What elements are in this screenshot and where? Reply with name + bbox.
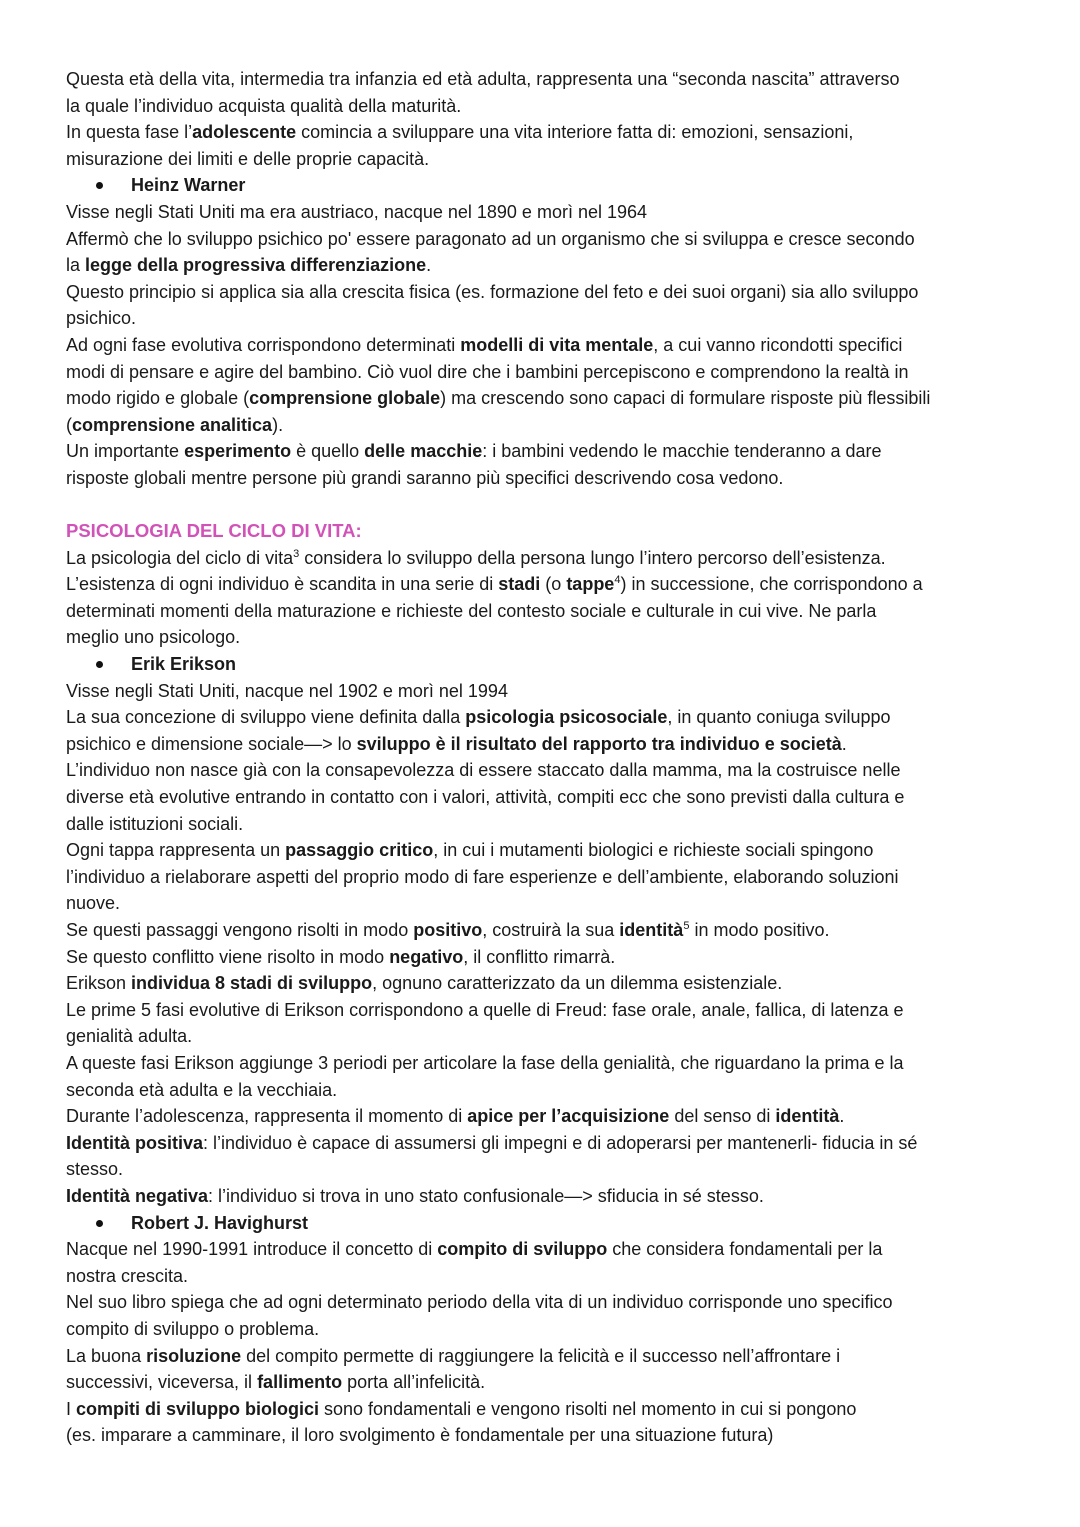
paragraph-line: L’esistenza di ogni individuo è scandita in una serie di stadi (o tappe$^4$) in successione, che corrispondono a [66,574,923,595]
section-heading: PSICOLOGIA DEL CICLO DI VITA: [66,520,362,542]
paragraph-line: successivi, viceversa, il fallimento porta all’infelicità. [66,1372,486,1393]
person-name: Erik Erikson [131,654,237,675]
footnote-ref: 4 [614,574,621,587]
paragraph-line: La buona risoluzione del compito permette di raggiungere la felicità e il successo nell’affrontare i [66,1345,841,1366]
bullet-icon [96,182,103,189]
person-name: Robert J. Havighurst [131,1212,309,1233]
paragraph-line: la legge della progressiva differenziazione. [66,255,432,276]
bullet-erik-erikson [66,651,1026,678]
paragraph-line: diverse età evolutive entrando in contatto con i valori, attività, compiti ecc che sono previsti dalla cultura e [66,787,905,808]
paragraph-line: modo rigido e globale (comprensione globale) ma crescendo sono capaci di formulare risposte più flessibili [66,388,931,409]
paragraph-line: Ogni tappa rappresenta un passaggio critico, in cui i mutamenti biologici e richieste sociali spingono [66,840,874,861]
paragraph-line: Visse negli Stati Uniti, nacque nel 1902 e morì nel 1994 [66,680,508,701]
paragraph-line: stesso. [66,1159,124,1180]
paragraph-line: I compiti di sviluppo biologici sono fondamentali e vengono risolti nel momento in cui si pongono [66,1398,857,1419]
paragraph-line: nostra crescita. [66,1265,189,1286]
paragraph-line: A queste fasi Erikson aggiunge 3 periodi per articolare la fase della genialità, che riguardano la prima e la [66,1052,904,1073]
paragraph-line: genialità adulta. [66,1026,193,1047]
spacer [66,492,1026,519]
paragraph-line: compito di sviluppo o problema. [66,1318,320,1339]
paragraph-line: La sua concezione di sviluppo viene definita dalla psicologia psicosociale, in quanto coniuga sviluppo [66,707,891,728]
paragraph-line: Identità positiva: l’individuo è capace di assumersi gli impegni e di adoperarsi per mantenerli- fiducia in sé [66,1132,918,1153]
paragraph-line: (es. imparare a camminare, il loro svolgimento è fondamentale per una situazione futura) [66,1425,774,1446]
paragraph-line: meglio uno psicologo. [66,627,241,648]
paragraph-line: Questa età della vita, intermedia tra infanzia ed età adulta, rappresenta una “seconda nascita” attraverso [66,69,900,89]
document-page [66,66,1026,1449]
paragraph-line: La psicologia del ciclo di vita$^3$ considera lo sviluppo della persona lungo l’intero percorso dell’esistenza. [66,547,886,568]
paragraph-line: determinati momenti della maturazione e richieste del contesto sociale e culturale in cui vive. Ne parla [66,600,877,621]
paragraph-line: la quale l’individuo acquista qualità della maturità. [66,95,462,116]
paragraph-line: misurazione dei limiti e delle proprie capacità. [66,148,430,169]
paragraph-line: Erikson individua 8 stadi di sviluppo, ognuno caratterizzato da un dilemma esistenziale. [66,973,783,994]
paragraph-line: Questo principio si applica sia alla crescita fisica (es. formazione del feto e dei suoi organi) sia allo sviluppo [66,281,919,302]
paragraph-line: Le prime 5 fasi evolutive di Erikson corrispondono a quelle di Freud: fase orale, anale, fallica, di latenza e [66,999,904,1020]
paragraph-line: Se questi passaggi vengono risolti in modo positivo, costruirà la sua identità$^5$ in modo positivo. [66,920,830,940]
paragraph-line: Nacque nel 1990-1991 introduce il concetto di compito di sviluppo che considera fondamentali per la [66,1239,883,1260]
paragraph-line: Un importante esperimento è quello delle macchie: i bambini vedendo le macchie tenderanno a dare [66,441,882,462]
paragraph-line: psichico. [66,308,137,329]
paragraph-line: L’individuo non nasce già con la consapevolezza di essere staccato dalla mamma, ma la costruisce nelle [66,760,901,781]
paragraph-line: Affermò che lo sviluppo psichico po' essere paragonato ad un organismo che si sviluppa e cresce secondo [66,228,915,249]
paragraph-line: l’individuo a rielaborare aspetti del proprio modo di fare esperienze e dell’ambiente, elaborando soluzioni [66,866,899,887]
paragraph-line: dalle istituzioni sociali. [66,813,244,834]
paragraph-line: risposte globali mentre persone più grandi saranno più specifici descrivendo cosa vedono. [66,467,784,488]
paragraph-line: psichico e dimensione sociale—> lo sviluppo è il risultato del rapporto tra individuo e società. [66,733,847,754]
paragraph-line: In questa fase l’adolescente comincia a sviluppare una vita interiore fatta di: emozioni, sensazioni, [66,122,854,143]
paragraph-line: Identità negativa: l’individuo si trova in uno stato confusionale—> sfiducia in sé stesso. [66,1185,764,1206]
paragraph-line: (comprensione analitica). [66,414,284,435]
paragraph-line: Durante l’adolescenza, rappresenta il momento di apice per l’acquisizione del senso di identità. [66,1106,845,1127]
paragraph-line: Visse negli Stati Uniti ma era austriaco, nacque nel 1890 e morì nel 1964 [66,201,648,222]
bullet-heinz-warner [66,172,1026,199]
paragraph-line: nuove. [66,893,121,914]
paragraph-line: seconda età adulta e la vecchiaia. [66,1079,338,1100]
paragraph-line: Ad ogni fase evolutiva corrispondono determinati modelli di vita mentale, a cui vanno ricondotti specifici [66,334,903,355]
bullet-icon [96,1220,103,1227]
paragraph-line: Nel suo libro spiega che ad ogni determinato periodo della vita di un individuo corrisponde uno specifico [66,1292,893,1313]
paragraph-line: modi di pensare e agire del bambino. Ciò vuol dire che i bambini percepiscono e comprendono la realtà in [66,361,909,382]
bullet-robert-havighurst [66,1210,1026,1237]
footnote-ref: 3 [293,547,300,560]
bullet-icon [96,661,103,668]
person-name: Heinz Warner [131,175,246,196]
paragraph-line: Se questo conflitto viene risolto in modo negativo, il conflitto rimarrà. [66,946,616,967]
footnote-ref: 5 [683,920,690,932]
